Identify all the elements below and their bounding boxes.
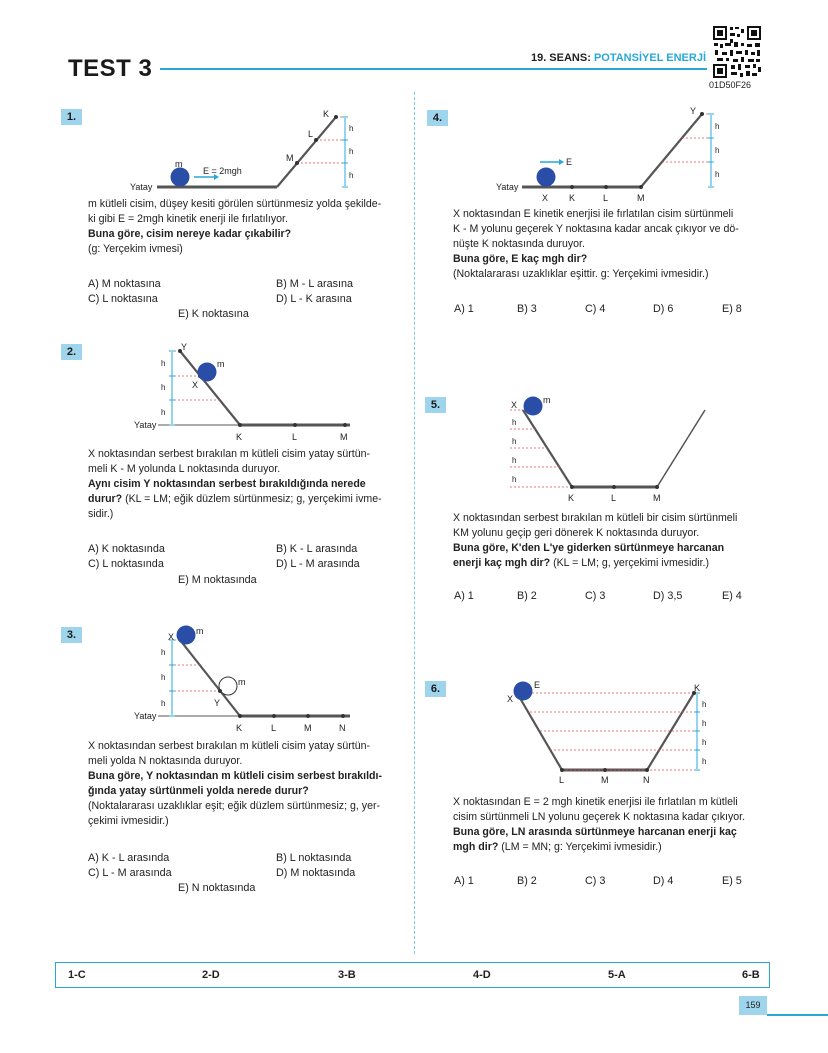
q3-ball-label: m	[196, 626, 204, 636]
q5-option-d[interactable]: D) 3,5	[653, 590, 683, 602]
answer-key-item: 1-C	[68, 969, 86, 981]
q6-h-label: h	[702, 757, 707, 766]
q5-option-b[interactable]: B) 2	[517, 590, 537, 602]
q6-point-m	[603, 768, 607, 772]
q6-k-label: K	[694, 683, 701, 693]
q2-option-b[interactable]: B) K - L arasında	[276, 543, 358, 555]
q1-option-a[interactable]: A) M noktasına	[88, 278, 161, 290]
q3-option-a[interactable]: A) K - L arasında	[88, 852, 170, 864]
q4-option-c[interactable]: C) 4	[585, 303, 606, 315]
q1-h-label: h	[349, 147, 354, 156]
q5-h-label: h	[512, 475, 517, 484]
q2-ball-label: m	[217, 359, 225, 369]
q4-energy-label: E	[566, 157, 573, 167]
qr-code-id: 01D50F26	[709, 80, 752, 90]
q2-h-label: h	[161, 359, 166, 368]
session-topic: POTANSİYEL ENERJİ	[593, 52, 706, 64]
q1-ball-label: m	[175, 159, 183, 169]
q2-question: durur?	[88, 493, 123, 505]
q4-question: Buna göre, E kaç mgh dir?	[453, 253, 588, 265]
q1-h-label: h	[349, 171, 354, 180]
q4-line: nüşte K noktasında duruyor.	[453, 238, 585, 250]
q6-point-l	[560, 768, 564, 772]
q5-line: X noktasından serbest bırakılan m kütleli bir cisim sürtünmeli	[453, 512, 738, 524]
q6-m-label: M	[601, 775, 609, 785]
answer-key-item: 6-B	[742, 969, 760, 981]
q5-option-a[interactable]: A) 1	[454, 590, 474, 602]
q3-k-label: K	[236, 723, 243, 733]
answer-key-item: 5-A	[608, 969, 626, 981]
q6-h-label: h	[702, 719, 707, 728]
q3-line: X noktasından serbest bırakılan m kütleli cisim yatay sürtün-	[88, 740, 371, 752]
q4-l-label: L	[603, 193, 609, 203]
q3-line: meli yolda N noktasında duruyor.	[88, 755, 243, 767]
q6-option-d[interactable]: D) 4	[653, 875, 674, 887]
q2-line: meli K - M yolunda L noktasında duruyor.	[88, 463, 281, 475]
q2-note: (KL = LM; eğik düzlem sürtünmesiz; g, yerçekimi ivme-	[122, 493, 382, 505]
q5-h-label: h	[512, 437, 517, 446]
q6-option-a[interactable]: A) 1	[454, 875, 474, 887]
q3-note: çekimi ivmesidir.)	[88, 815, 169, 827]
q2-ground-label: Yatay	[134, 420, 157, 430]
q5-l-label: L	[611, 493, 617, 503]
answer-key-item: 2-D	[202, 969, 220, 981]
q1-line: ki gibi E = 2mgh kinetik enerji ile fırlatılıyor.	[88, 213, 288, 225]
q1-l-label: L	[308, 129, 314, 139]
q6-question: mgh dir?	[453, 841, 499, 853]
question-number: 1.	[61, 109, 82, 125]
answer-key-item: 4-D	[473, 969, 491, 981]
test-title: TEST 3	[68, 55, 153, 82]
q5-h-label: h	[512, 456, 517, 465]
q6-h-label: h	[702, 700, 707, 709]
q4-option-b[interactable]: B) 3	[517, 303, 537, 315]
q1-ground-label: Yatay	[130, 182, 153, 192]
q3-n-label: N	[339, 723, 346, 733]
q5-h-label: h	[512, 418, 517, 427]
q6-right-incline	[647, 693, 694, 770]
q2-question: Aynı cisim Y noktasından serbest bırakıldığında nerede	[88, 478, 366, 490]
q6-n-label: N	[643, 775, 650, 785]
q6-option-b[interactable]: B) 2	[517, 875, 537, 887]
page-rule	[767, 1014, 828, 1016]
q1-line: m kütleli cisim, düşey kesiti görülen sürtünmesiz yolda şekilde-	[88, 198, 382, 210]
q1-m-label: M	[286, 153, 294, 163]
q4-m-label: M	[637, 193, 645, 203]
q3-x-label: X	[168, 632, 175, 642]
question-number: 4.	[427, 110, 448, 126]
q4-h-label: h	[715, 170, 720, 179]
q4-h-label: h	[715, 146, 720, 155]
q1-energy-label: E = 2mgh	[203, 166, 242, 176]
q2-line: X noktasından serbest bırakılan m kütleli cisim yatay sürtün-	[88, 448, 371, 460]
q6-x-label: X	[507, 694, 514, 704]
question-number: 3.	[61, 627, 82, 643]
q2-note: sidir.)	[88, 508, 114, 520]
answer-key-item: 3-B	[338, 969, 356, 981]
q2-m-label: M	[340, 432, 348, 442]
q2-option-a[interactable]: A) K noktasında	[88, 543, 165, 555]
q2-option-e[interactable]: E) M noktasında	[178, 574, 257, 586]
q3-option-d[interactable]: D) M noktasında	[276, 867, 356, 879]
answer-key-box	[55, 962, 770, 988]
q2-k-label: K	[236, 432, 243, 442]
page-number: 159	[739, 996, 767, 1015]
q3-option-c[interactable]: C) L - M arasında	[88, 867, 172, 879]
q4-option-e[interactable]: E) 8	[722, 303, 742, 315]
q6-text	[453, 795, 765, 855]
q6-left-incline	[517, 693, 562, 770]
q6-note: (LM = MN; g: Yerçekimi ivmesidir.)	[498, 841, 662, 853]
q5-option-c[interactable]: C) 3	[585, 590, 606, 602]
q2-option-d[interactable]: D) L - M arasında	[276, 558, 360, 570]
q5-ball-label: m	[543, 395, 551, 405]
q3-m-label: M	[304, 723, 312, 733]
q3-question: Buna göre, Y noktasından m kütleli cisim serbest bırakıldı-	[88, 770, 382, 782]
q3-h-label: h	[161, 699, 166, 708]
q6-ball	[514, 682, 533, 701]
q5-question: Buna göre, K'den L'ye giderken sürtünmeye harcanan	[453, 542, 725, 554]
q1-note: (g: Yerçekim ivmesi)	[88, 243, 183, 255]
q3-y-label: Y	[214, 698, 221, 708]
q2-h-label: h	[161, 408, 166, 417]
q3-ground-label: Yatay	[134, 711, 157, 721]
q5-line: KM yolunu geçip geri dönerek K noktasında duruyor.	[453, 527, 700, 539]
q6-option-c[interactable]: C) 3	[585, 875, 606, 887]
session-label: 19. SEANS:	[530, 52, 591, 64]
q2-option-c[interactable]: C) L noktasında	[88, 558, 164, 570]
q3-ball2-label: m	[238, 677, 246, 687]
q5-m-label: M	[653, 493, 661, 503]
question-number: 2.	[61, 344, 82, 360]
q4-line: K - M yolunu geçerek Y noktasına kadar ancak çıkıyor ve dö-	[453, 223, 739, 235]
q1-option-b[interactable]: B) M - L arasına	[276, 278, 354, 290]
q2-y-label: Y	[181, 342, 188, 352]
q3-note: (Noktalararası uzaklıklar eşit; eğik düzlem sürtünmesiz; g, yer-	[88, 800, 381, 812]
q6-question: Buna göre, LN arasında sürtünmeye harcanan enerji kaç	[453, 826, 737, 838]
q6-energy-label: E	[534, 680, 541, 690]
q3-option-e[interactable]: E) N noktasında	[178, 882, 256, 894]
q3-question: ğında yatay sürtünmeli yolda nerede durur?	[88, 785, 309, 797]
q3-l-label: L	[271, 723, 277, 733]
q4-line: X noktasından E kinetik enerjisi ile fırlatılan cisim sürtünmeli	[453, 208, 734, 220]
q3-option-b[interactable]: B) L noktasında	[276, 852, 352, 864]
q4-h-label: h	[715, 122, 720, 131]
q6-option-e[interactable]: E) 5	[722, 875, 742, 887]
q4-k-label: K	[569, 193, 576, 203]
q1-h-label: h	[349, 124, 354, 133]
q6-line: cisim sürtünmeli LN yolunu geçerek K noktasına kadar çıkıyor.	[453, 811, 746, 823]
q4-ground-label: Yatay	[496, 182, 519, 192]
q3-h-label: h	[161, 673, 166, 682]
q4-note: (Noktalararası uzaklıklar eşittir. g: Yerçekimi ivmesidir.)	[453, 268, 709, 280]
q6-line: X noktasından E = 2 mgh kinetik enerjisi ile fırlatılan m kütleli	[453, 796, 738, 808]
q4-x-label: X	[542, 193, 549, 203]
q5-option-e[interactable]: E) 4	[722, 590, 742, 602]
q6-h-label: h	[702, 738, 707, 747]
q4-y-label: Y	[690, 106, 697, 116]
q3-h-label: h	[161, 648, 166, 657]
q1-k-label: K	[323, 109, 330, 119]
q5-note: (KL = LM; g, yerçekimi ivmesidir.)	[550, 557, 709, 569]
q2-x-label: X	[192, 380, 199, 390]
q4-option-a[interactable]: A) 1	[454, 303, 474, 315]
q1-question: Buna göre, cisim nereye kadar çıkabilir?	[88, 228, 292, 240]
q1-option-d[interactable]: D) L - K arasına	[276, 293, 352, 305]
question-number: 6.	[425, 681, 446, 697]
q6-point-n	[645, 768, 649, 772]
q6-l-label: L	[559, 775, 565, 785]
q1-option-e[interactable]: E) K noktasına	[178, 308, 249, 320]
question-number: 5.	[425, 397, 446, 413]
q5-x-label: X	[511, 400, 518, 410]
q2-l-label: L	[292, 432, 298, 442]
q2-h-label: h	[161, 383, 166, 392]
q4-option-d[interactable]: D) 6	[653, 303, 674, 315]
q5-question: enerji kaç mgh dir?	[453, 557, 551, 569]
q1-option-c[interactable]: C) L noktasına	[88, 293, 158, 305]
q5-k-label: K	[568, 493, 575, 503]
